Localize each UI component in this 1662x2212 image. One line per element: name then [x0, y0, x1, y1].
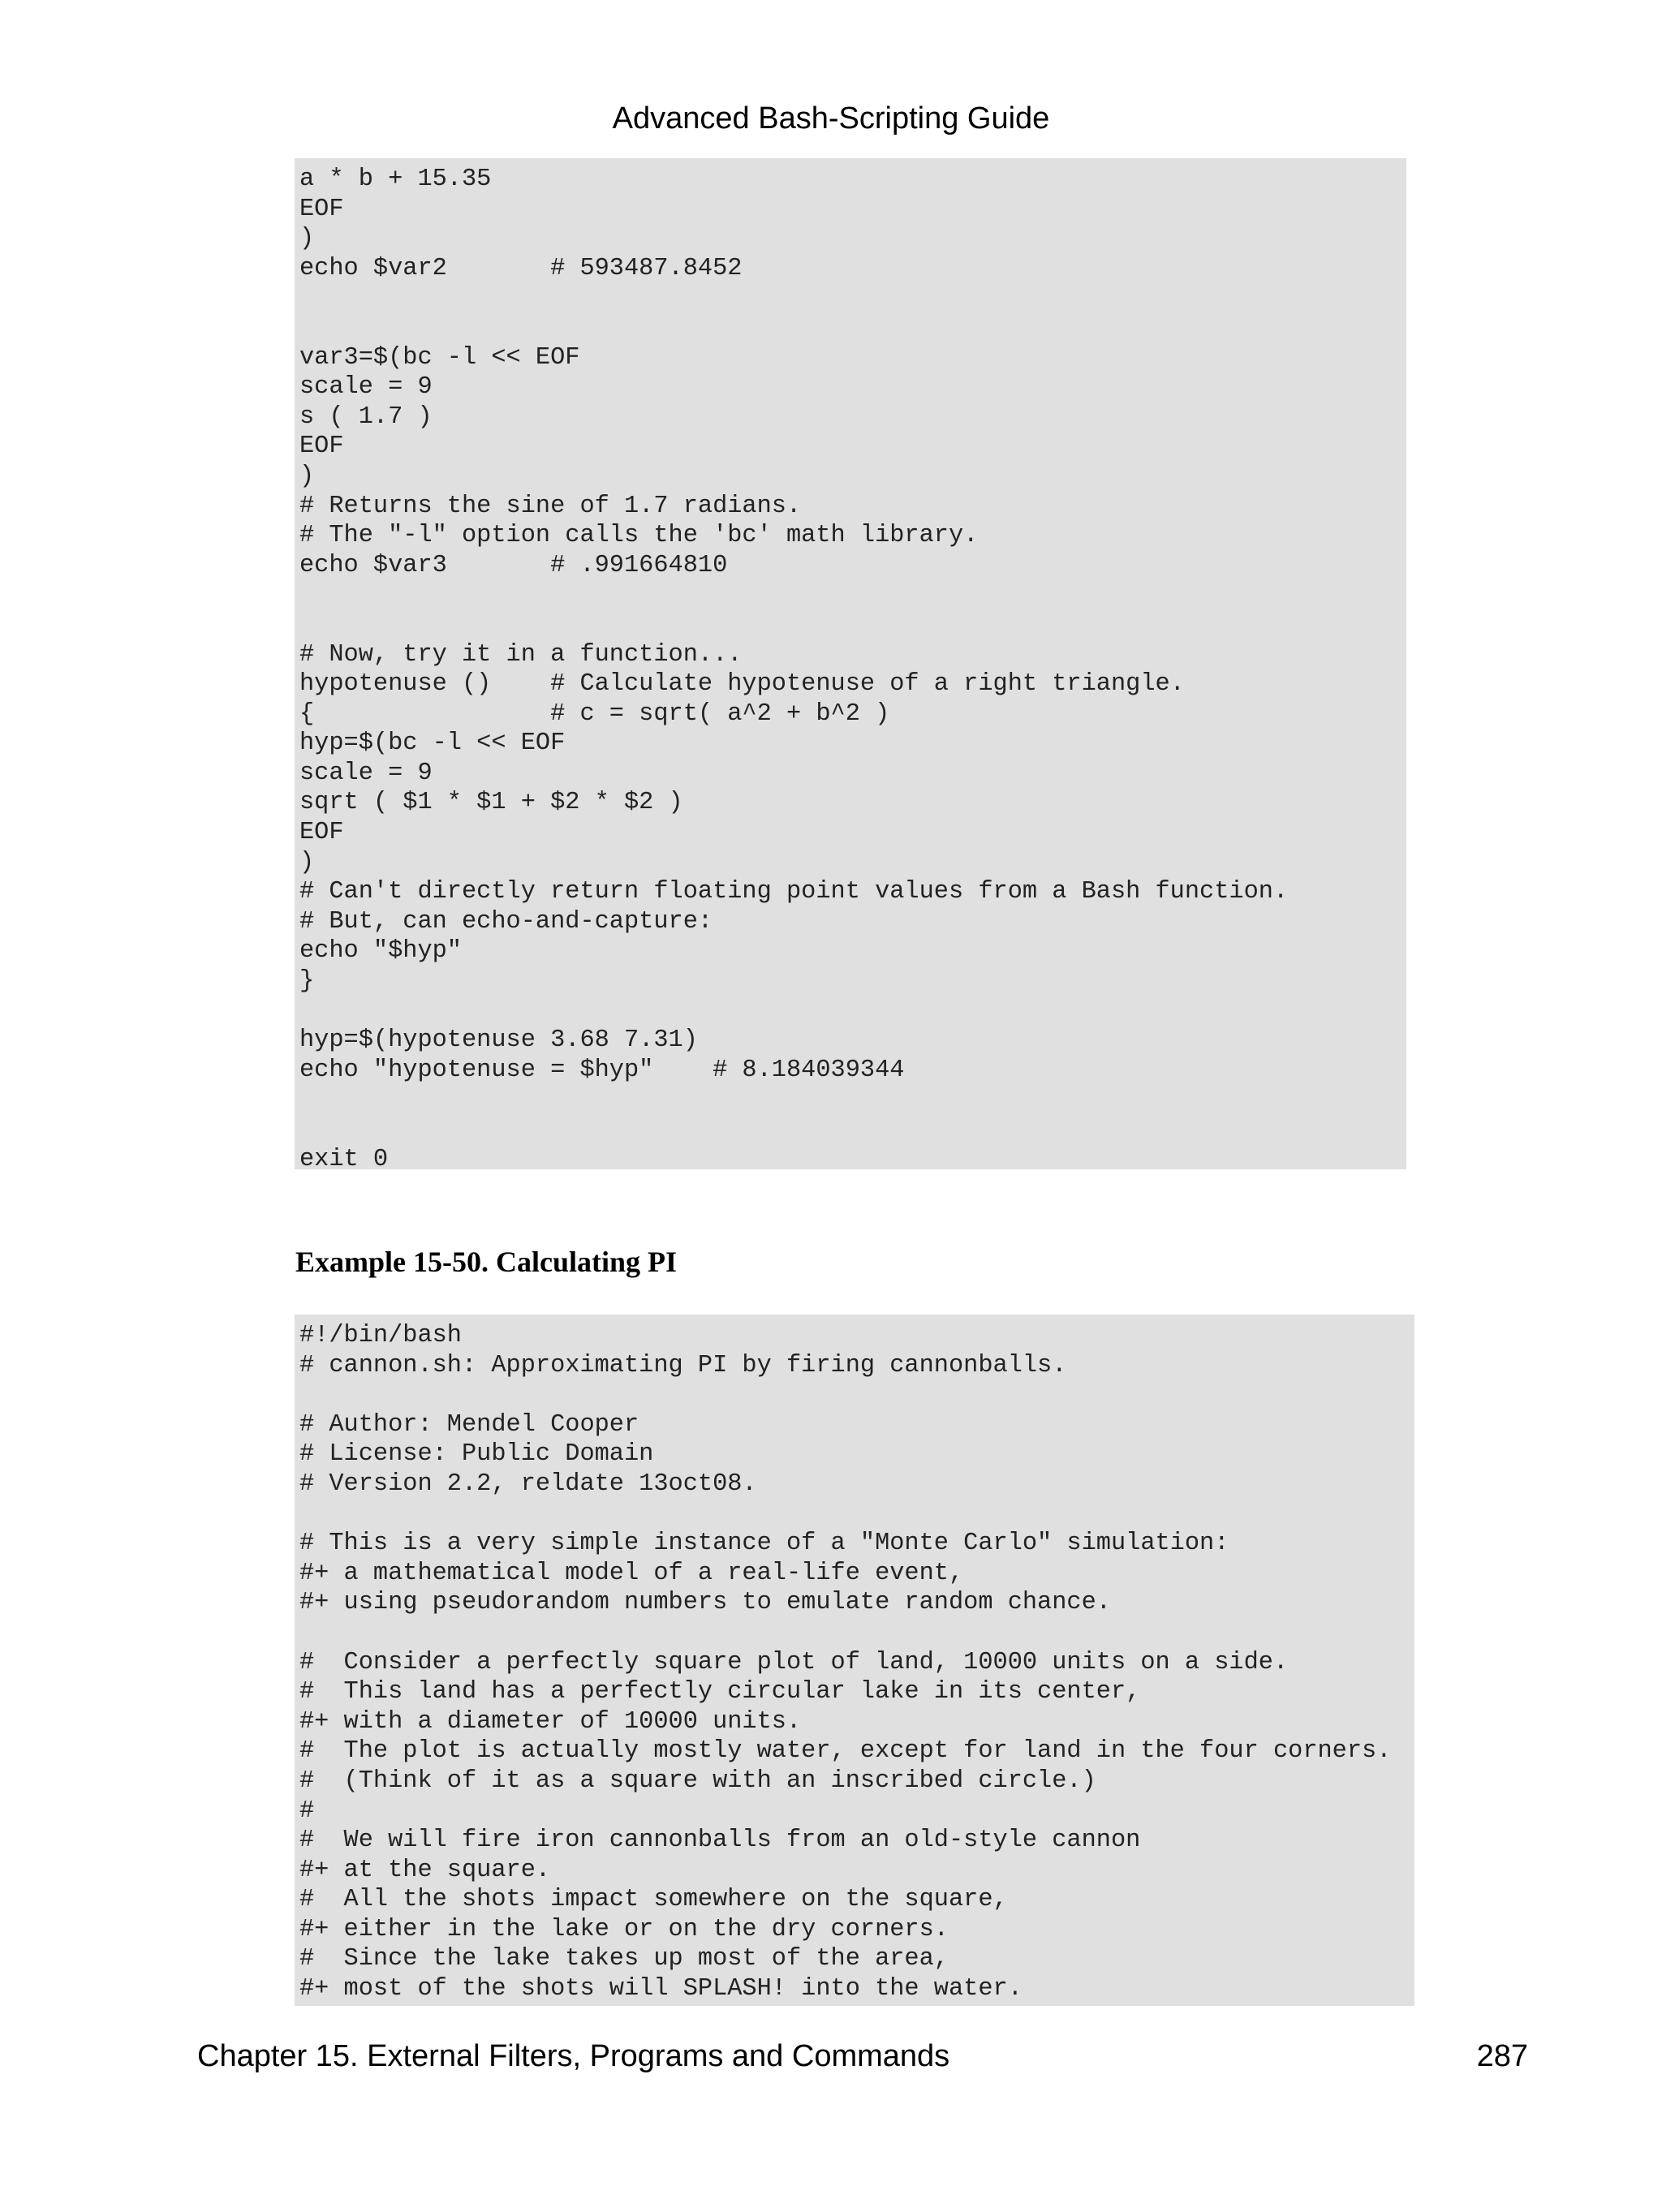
- footer-chapter-title: Chapter 15. External Filters, Programs and Commands: [197, 2039, 950, 2073]
- example-title: Example 15-50. Calculating PI: [295, 1246, 678, 1278]
- code-block-bc-examples: a * b + 15.35 EOF ) echo $var2 # 593487.8452 var3=$(bc -l << EOF scale = 9 s ( 1.7 ) EOF ) # Returns the sine of 1.7 radians. # The "-l" option calls the 'bc' math library. echo $var3 # .991664810 # Now, try it in a function... hypotenuse () # Calculate hypotenuse of a right triangle. { # c = sqrt( a^2 + b^2 ) hyp=$(bc -l << EOF scale = 9 sqrt ( $1 * $1 + $2 * $2 ) EOF ) # Can't directly return floating point values from a Bash function. # But, can echo-and-capture: echo "$hyp" } hyp=$(hypotenuse 3.68 7.31) echo "hypotenuse = $hyp" # 8.184039344 exit 0: [295, 158, 1406, 1169]
- code-block-cannon-script: #!/bin/bash # cannon.sh: Approximating PI by firing cannonballs. # Author: Mendel Cooper # License: Public Domain # Version 2.2, reldate 13oct08. # This is a very simple instance of a "Monte Carlo" simulation: #+ a mathematical model of a real-life event, #+ using pseudorandom numbers to emulate random chance. # Consider a perfectly square plot of land, 10000 units on a side. # This land has a perfectly circular lake in its center, #+ with a diameter of 10000 units. # The plot is actually mostly water, except for land in the four corners. # (Think of it as a square with an inscribed circle.) # # We will fire iron cannonballs from an old-style cannon #+ at the square. # All the shots impact somewhere on the square, #+ either in the lake or on the dry corners. # Since the lake takes up most of the area, #+ most of the shots will SPLASH! into the water.: [295, 1315, 1414, 2006]
- page-header: Advanced Bash-Scripting Guide: [612, 101, 1050, 136]
- footer-page-number: 287: [1476, 2039, 1528, 2073]
